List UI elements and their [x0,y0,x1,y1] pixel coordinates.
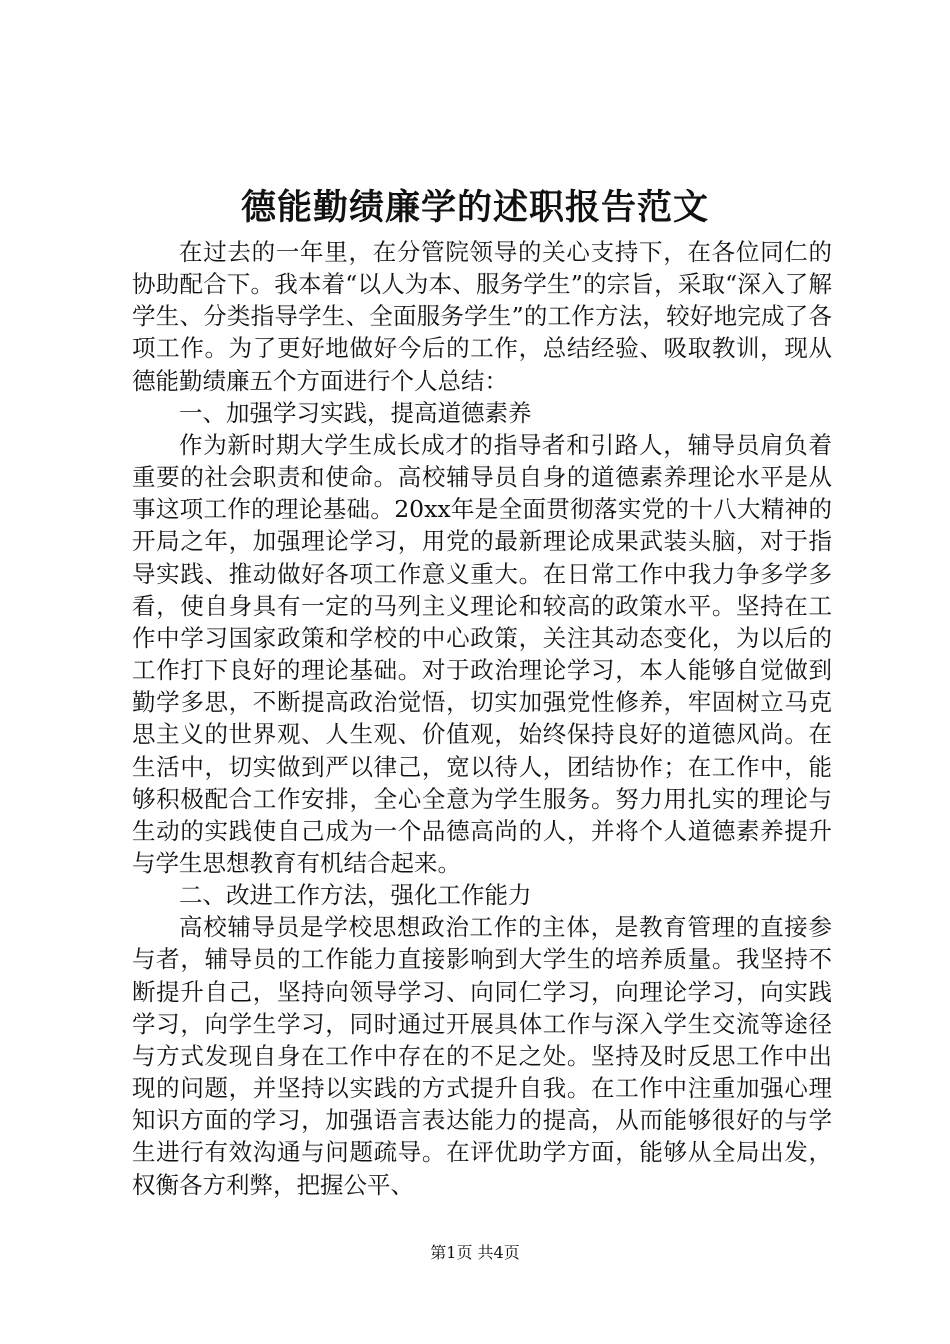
intro-paragraph: 在过去的一年里，在分管院领导的关心支持下，在各位同仁的协助配合下。我本着“以人为本、服务学生”的宗旨，采取“深入了解学生、分类指导学生、全面服务学生”的工作方法，较好地完成了各项工作。为了更好地做好今后的工作，总结经验、吸取教训，现从德能勤绩廉五个方面进行个人总结： [132,238,832,395]
section-heading-2: 二、改进工作方法，强化工作能力 [179,881,532,910]
section-1-paragraph: 作为新时期大学生成长成才的指导者和引路人，辅导员肩负着重要的社会职责和使命。高校辅导员自身的道德素养理论水平是从事这项工作的理论基础。20xx年是全面贯彻落实党的十八大精神的开局之年，加强理论学习，用党的最新理论成果武装头脑，对于指导实践、推动做好各项工作意义重大。在日常工作中我力争多学多看，使自身具有一定的马列主义理论和较高的政策水平。坚持在工作中学习国家政策和学校的中心政策，关注其动态变化，为以后的工作打下良好的理论基础。对于政治理论学习，本人能够自觉做到勤学多思，不断提高政治觉悟，切实加强党性修养，牢固树立马克思主义的世界观、人生观、价值观，始终保持良好的道德风尚。在生活中，切实做到严以律己，宽以待人，团结协作；在工作中，能够积极配合工作安排，全心全意为学生服务。努力用扎实的理论与生动的实践使自己成为一个品德高尚的人，并将个人道德素养提升与学生思想教育有机结合起来。 [132,430,832,877]
document-title: 德能勤绩廉学的述职报告范文 [240,187,709,228]
section-2-paragraph: 高校辅导员是学校思想政治工作的主体，是教育管理的直接参与者，辅导员的工作能力直接影响到大学生的培养质量。我坚持不断提升自己，坚持向领导学习、向同仁学习，向理论学习，向实践学习，向学生学习，同时通过开展具体工作与深入学生交流等途径与方式发现自身在工作中存在的不足之处。坚持及时反思工作中出现的问题，并坚持以实践的方式提升自我。在工作中注重加强心理知识方面的学习，加强语言表达能力的提高，从而能够很好的与学生进行有效沟通与问题疏导。在评优助学方面，能够从全局出发，权衡各方利弊，把握公平、 [132,913,832,1199]
section-heading-1: 一、加强学习实践，提高道德素养 [179,398,532,427]
document-body [132,236,832,1201]
page-footer: 第1页 共4页 [430,1243,520,1262]
